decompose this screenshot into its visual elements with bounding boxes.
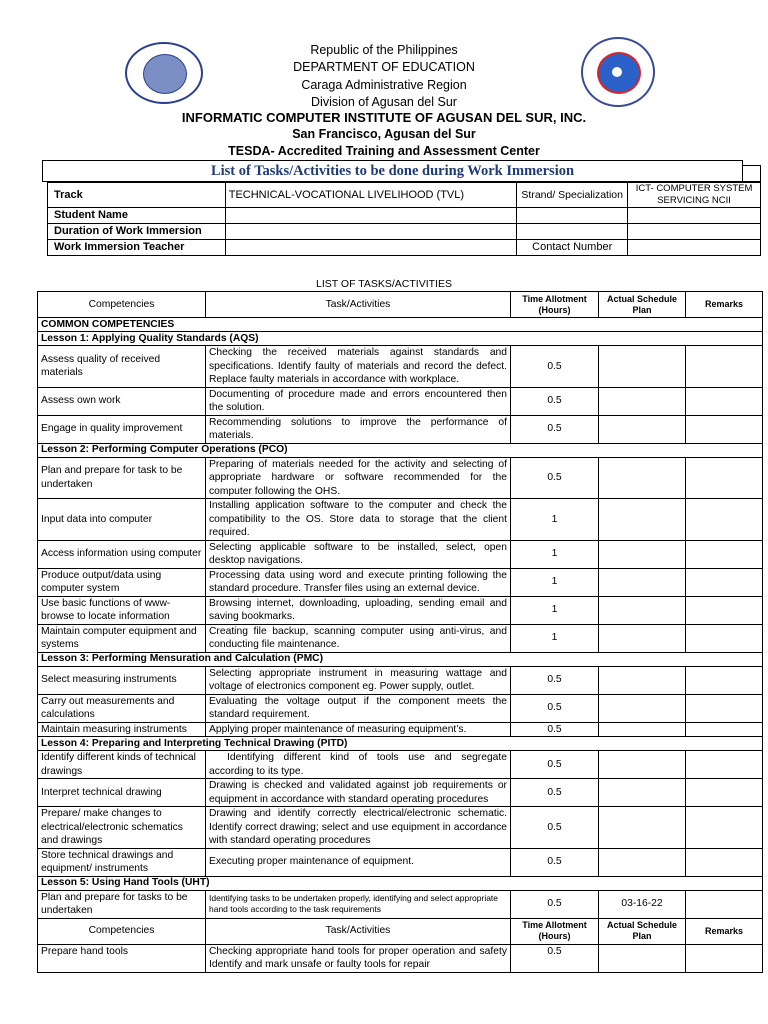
remarks-cell[interactable]	[686, 415, 763, 443]
table-row	[38, 457, 763, 499]
competency-cell: Maintain measuring instruments	[38, 722, 206, 737]
col-remarks: Remarks	[686, 292, 763, 318]
competency-cell: Identify different kinds of technical drawings	[38, 751, 206, 779]
list-title: LIST OF TASKS/ACTIVITIES	[316, 278, 452, 290]
header-tesda: TESDA- Accredited Training and Assessment Center	[228, 144, 540, 158]
competency-cell: Produce output/data using computer system	[38, 568, 206, 596]
remarks-cell[interactable]	[686, 848, 763, 876]
schedule-cell[interactable]	[599, 568, 686, 596]
time-cell: 0.5	[511, 779, 599, 807]
task-cell: Selecting appropriate instrument in measuring wattage and voltage of electronics component eg. Power supply, outlet.	[206, 666, 511, 694]
task-cell: Executing proper maintenance of equipment.	[206, 848, 511, 876]
time-cell: 0.5	[511, 415, 599, 443]
table-row	[38, 944, 763, 972]
remarks-cell[interactable]	[686, 666, 763, 694]
remarks-cell[interactable]	[686, 499, 763, 541]
lesson-2-heading: Lesson 2: Performing Computer Operations (PCO)	[38, 443, 763, 457]
schedule-cell[interactable]	[599, 807, 686, 849]
remarks-cell[interactable]	[686, 944, 763, 972]
page-title: List of Tasks/Activities to be done during Work Immersion	[42, 160, 743, 182]
time-cell: 0.5	[511, 848, 599, 876]
header-department: DEPARTMENT OF EDUCATION	[293, 60, 475, 74]
schedule-cell[interactable]	[599, 346, 686, 388]
track-label: Track	[48, 183, 226, 208]
table-row	[38, 807, 763, 849]
student-name-field[interactable]	[225, 208, 517, 224]
teacher-label: Work Immersion Teacher	[48, 240, 226, 256]
duration-label: Duration of Work Immersion	[48, 224, 226, 240]
table-row	[38, 890, 763, 918]
task-cell: Identifying different kind of tools use and segregate according to its type.	[206, 751, 511, 779]
duration-field[interactable]	[225, 224, 517, 240]
teacher-field[interactable]	[225, 240, 517, 256]
task-cell: Drawing is checked and validated against job requirements or equipment in accordance with standard operating procedures	[206, 779, 511, 807]
task-cell: Creating file backup, scanning computer using anti-virus, and conducting file maintenance.	[206, 624, 511, 652]
competency-cell: Prepare hand tools	[38, 944, 206, 972]
time-cell: 1	[511, 499, 599, 541]
time-cell: 1	[511, 624, 599, 652]
lesson-4-heading: Lesson 4: Preparing and Interpreting Technical Drawing (PITD)	[38, 737, 763, 751]
time-cell: 0.5	[511, 807, 599, 849]
schedule-cell[interactable]	[599, 415, 686, 443]
competency-cell: Prepare/ make changes to electrical/electronic schematics and drawings	[38, 807, 206, 849]
schedule-cell[interactable]: 03-16-22	[599, 890, 686, 918]
duration-blank-cell-2	[628, 224, 761, 240]
task-cell: Checking appropriate hand tools for proper operation and safety Identify and mark unsafe or faulty tools for repair	[206, 944, 511, 972]
time-cell: 0.5	[511, 890, 599, 918]
competency-cell: Use basic functions of www-browse to locate information	[38, 596, 206, 624]
task-cell: Documenting of procedure made and errors encountered then the solution.	[206, 387, 511, 415]
contact-number-label: Contact Number	[517, 240, 628, 256]
table-row	[38, 540, 763, 568]
competency-cell: Access information using computer	[38, 540, 206, 568]
competency-cell: Assess own work	[38, 387, 206, 415]
competency-cell: Plan and prepare for task to be undertaken	[38, 457, 206, 499]
table-row	[38, 624, 763, 652]
remarks-cell[interactable]	[686, 596, 763, 624]
student-info-table	[47, 182, 761, 256]
col-tasks: Task/Activities	[206, 918, 511, 944]
task-cell: Drawing and identify correctly electrical/electronic schematic. Identify correct drawing; select and use equipment in accordance with standard operating procedures	[206, 807, 511, 849]
col-competencies: Competencies	[38, 918, 206, 944]
remarks-cell[interactable]	[686, 694, 763, 722]
competency-cell: Plan and prepare for tasks to be undertaken	[38, 890, 206, 918]
task-cell: Identifying tasks to be undertaken properly, identifying and select appropriate hand tools according to the task requirements	[206, 890, 511, 918]
schedule-cell[interactable]	[599, 499, 686, 541]
task-cell: Recommending solutions to improve the performance of materials.	[206, 415, 511, 443]
remarks-cell[interactable]	[686, 779, 763, 807]
col-time: Time Allotment (Hours)	[511, 292, 599, 318]
remarks-cell[interactable]	[686, 540, 763, 568]
schedule-cell[interactable]	[599, 457, 686, 499]
duration-blank-cell	[517, 224, 628, 240]
competency-cell: Engage in quality improvement	[38, 415, 206, 443]
col-competencies: Competencies	[38, 292, 206, 318]
contact-number-field[interactable]	[628, 240, 761, 256]
time-cell: 0.5	[511, 387, 599, 415]
schedule-cell[interactable]	[599, 779, 686, 807]
task-cell: Selecting applicable software to be installed, select, open desktop navigations.	[206, 540, 511, 568]
lesson-1-heading: Lesson 1: Applying Quality Standards (AQS)	[38, 332, 763, 346]
remarks-cell[interactable]	[686, 568, 763, 596]
table-row	[38, 722, 763, 737]
table-row	[38, 568, 763, 596]
table-row	[38, 499, 763, 541]
col-tasks: Task/Activities	[206, 292, 511, 318]
remarks-cell[interactable]	[686, 807, 763, 849]
table-row	[38, 751, 763, 779]
col-schedule: Actual Schedule Plan	[599, 918, 686, 944]
schedule-cell[interactable]	[599, 944, 686, 972]
table-row	[38, 666, 763, 694]
time-cell: 0.5	[511, 346, 599, 388]
strand-value: ICT- COMPUTER SYSTEM SERVICING NCII	[628, 183, 761, 208]
lesson-3-heading: Lesson 3: Performing Mensuration and Calculation (PMC)	[38, 652, 763, 666]
remarks-cell[interactable]	[686, 890, 763, 918]
table-row	[38, 779, 763, 807]
col-time: Time Allotment (Hours)	[511, 918, 599, 944]
competency-cell: Interpret technical drawing	[38, 779, 206, 807]
title-tab-decoration	[743, 165, 761, 182]
table-row	[38, 387, 763, 415]
competency-cell: Select measuring instruments	[38, 666, 206, 694]
schedule-cell[interactable]	[599, 624, 686, 652]
schedule-cell[interactable]	[599, 848, 686, 876]
schedule-cell[interactable]	[599, 596, 686, 624]
competency-cell: Store technical drawings and equipment/ instruments	[38, 848, 206, 876]
header-republic: Republic of the Philippines	[310, 43, 458, 57]
task-cell: Processing data using word and execute printing following the standard procedure. Transfer files using an external device.	[206, 568, 511, 596]
track-value: TECHNICAL-VOCATIONAL LIVELIHOOD (TVL)	[225, 183, 517, 208]
remarks-cell[interactable]	[686, 751, 763, 779]
competency-cell: Maintain computer equipment and systems	[38, 624, 206, 652]
header-address: San Francisco, Agusan del Sur	[292, 127, 476, 141]
table-row	[38, 596, 763, 624]
table-row	[38, 415, 763, 443]
schedule-cell[interactable]	[599, 694, 686, 722]
col-schedule: Actual Schedule Plan	[599, 292, 686, 318]
lesson-5-heading: Lesson 5: Using Hand Tools (UHT)	[38, 876, 763, 890]
schedule-cell[interactable]	[599, 387, 686, 415]
student-name-label: Student Name	[48, 208, 226, 224]
remarks-cell[interactable]	[686, 624, 763, 652]
task-cell: Preparing of materials needed for the activity and selecting of appropriate hardware or software recommended for the computer following the OHS.	[206, 457, 511, 499]
table-row	[38, 694, 763, 722]
table-row	[38, 848, 763, 876]
tasks-table	[37, 291, 763, 973]
schedule-cell[interactable]	[599, 540, 686, 568]
header-division: Division of Agusan del Sur	[311, 95, 457, 109]
table-row	[38, 346, 763, 388]
time-cell: 0.5	[511, 666, 599, 694]
header-school-name: INFORMATIC COMPUTER INSTITUTE OF AGUSAN DEL SUR, INC.	[181, 110, 587, 125]
task-cell: Evaluating the voltage output if the component meets the standard requirement.	[206, 694, 511, 722]
col-remarks: Remarks	[686, 918, 763, 944]
student-blank-cell	[517, 208, 628, 224]
time-cell: 1	[511, 596, 599, 624]
common-competencies-heading: COMMON COMPETENCIES	[38, 318, 763, 332]
competency-cell: Carry out measurements and calculations	[38, 694, 206, 722]
time-cell: 1	[511, 540, 599, 568]
header-region: Caraga Administrative Region	[301, 78, 467, 92]
time-cell: 0.5	[511, 457, 599, 499]
schedule-cell[interactable]	[599, 666, 686, 694]
time-cell: 0.5	[511, 694, 599, 722]
task-cell: Browsing internet, downloading, uploading, sending email and saving bookmarks.	[206, 596, 511, 624]
time-cell: 0.5	[511, 944, 599, 972]
task-cell: Installing application software to the computer and check the compatibility to the OS. Store data to storage that the client required.	[206, 499, 511, 541]
schedule-cell[interactable]	[599, 722, 686, 737]
remarks-cell[interactable]	[686, 722, 763, 737]
competency-cell: Assess quality of received materials	[38, 346, 206, 388]
strand-label: Strand/ Specialization	[517, 183, 628, 208]
remarks-cell[interactable]	[686, 387, 763, 415]
remarks-cell[interactable]	[686, 457, 763, 499]
competency-cell: Input data into computer	[38, 499, 206, 541]
student-blank-cell-2	[628, 208, 761, 224]
time-cell: 0.5	[511, 722, 599, 737]
schedule-cell[interactable]	[599, 751, 686, 779]
time-cell: 0.5	[511, 751, 599, 779]
time-cell: 1	[511, 568, 599, 596]
remarks-cell[interactable]	[686, 346, 763, 388]
task-cell: Checking the received materials against standards and specifications. Identify faulty of materials and record the defect. Replace faulty materials in accordance with workplace.	[206, 346, 511, 388]
task-cell: Applying proper maintenance of measuring equipment’s.	[206, 722, 511, 737]
